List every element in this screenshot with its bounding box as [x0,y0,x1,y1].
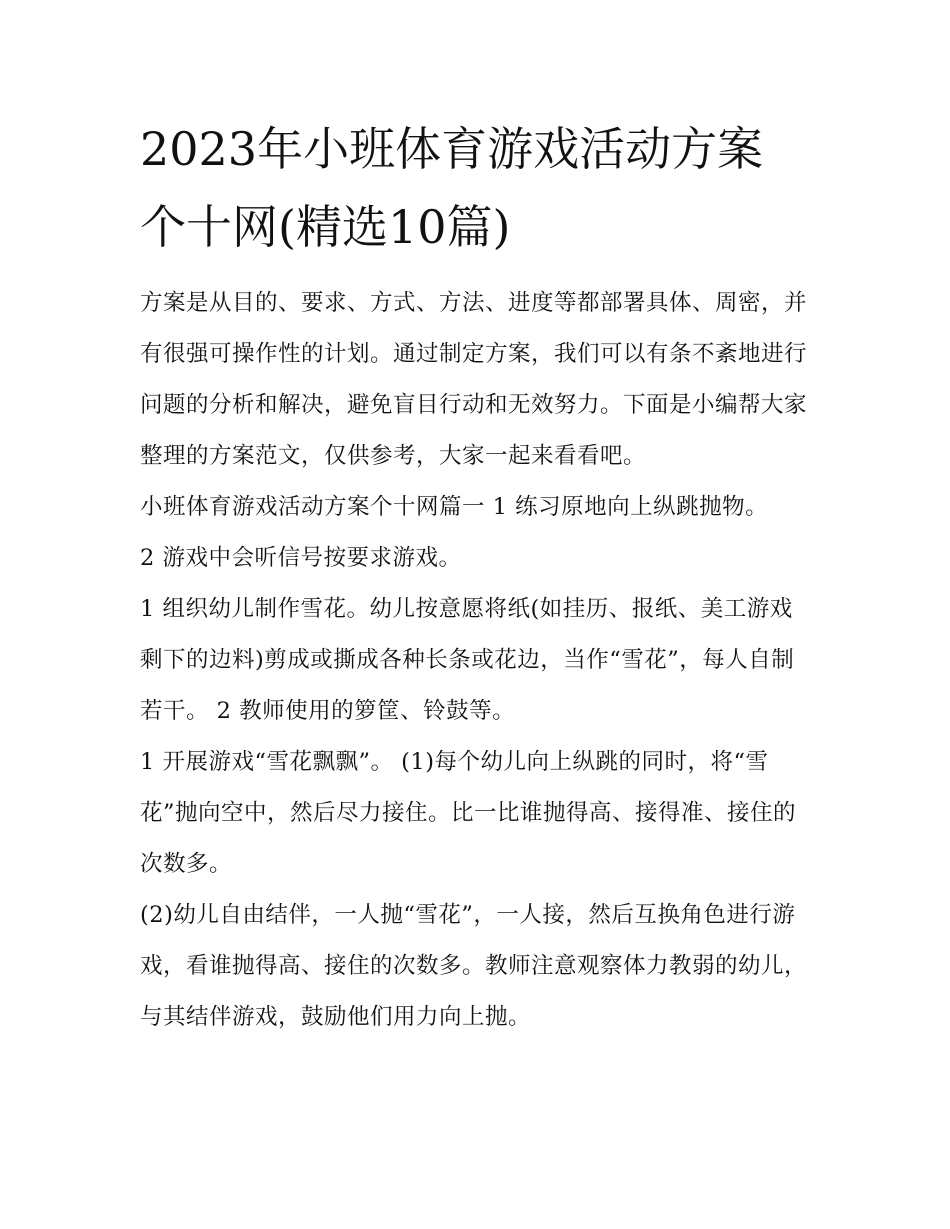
title-line-2: 个十网(精选10篇) [140,200,511,254]
paragraph-intro: 方案是从目的、要求、方式、方法、进度等都部署具体、周密，并有很强可操作性的计划。通过制定方案，我们可以有条不紊地进行问题的分析和解决，避免盲目行动和无效努力。下面是小编帮大家整理的方案范文，仅供参考，大家一起来看看吧。 [140,290,808,469]
paragraph-goal-2: 2 游戏中会听信号按要求游戏。 [140,545,462,571]
paragraph-process-2: (2)幼儿自由结伴，一人抛“雪花”，一人接，然后互换角色进行游戏，看谁抛得高、接住的次数多。教师注意观察体力教弱的幼儿，与其结伴游戏，鼓励他们用力向上抛。 [140,902,808,1030]
paragraph-preparation: 1 组织幼儿制作雪花。幼儿按意愿将纸(如挂历、报纸、美工游戏剩下的边料)剪成或撕成各种长条或花边，当作“雪花”，每人自制若干。 2 教师使用的箩筐、铃鼓等。 [140,596,795,724]
paragraph-process-1: 1 开展游戏“雪花飘飘”。 (1)每个幼儿向上纵跳的同时，将“雪花”抛向空中，然后尽力接住。比一比谁抛得高、接得准、接住的次数多。 [140,749,797,877]
title-line-1: 2023年小班体育游戏活动方案 [140,122,764,176]
document-page [140,110,815,1043]
paragraph-goal-1: 小班体育游戏活动方案个十网篇一 1 练习原地向上纵跳抛物。 [140,494,769,520]
document-title [140,110,815,266]
document-body [140,278,815,1043]
